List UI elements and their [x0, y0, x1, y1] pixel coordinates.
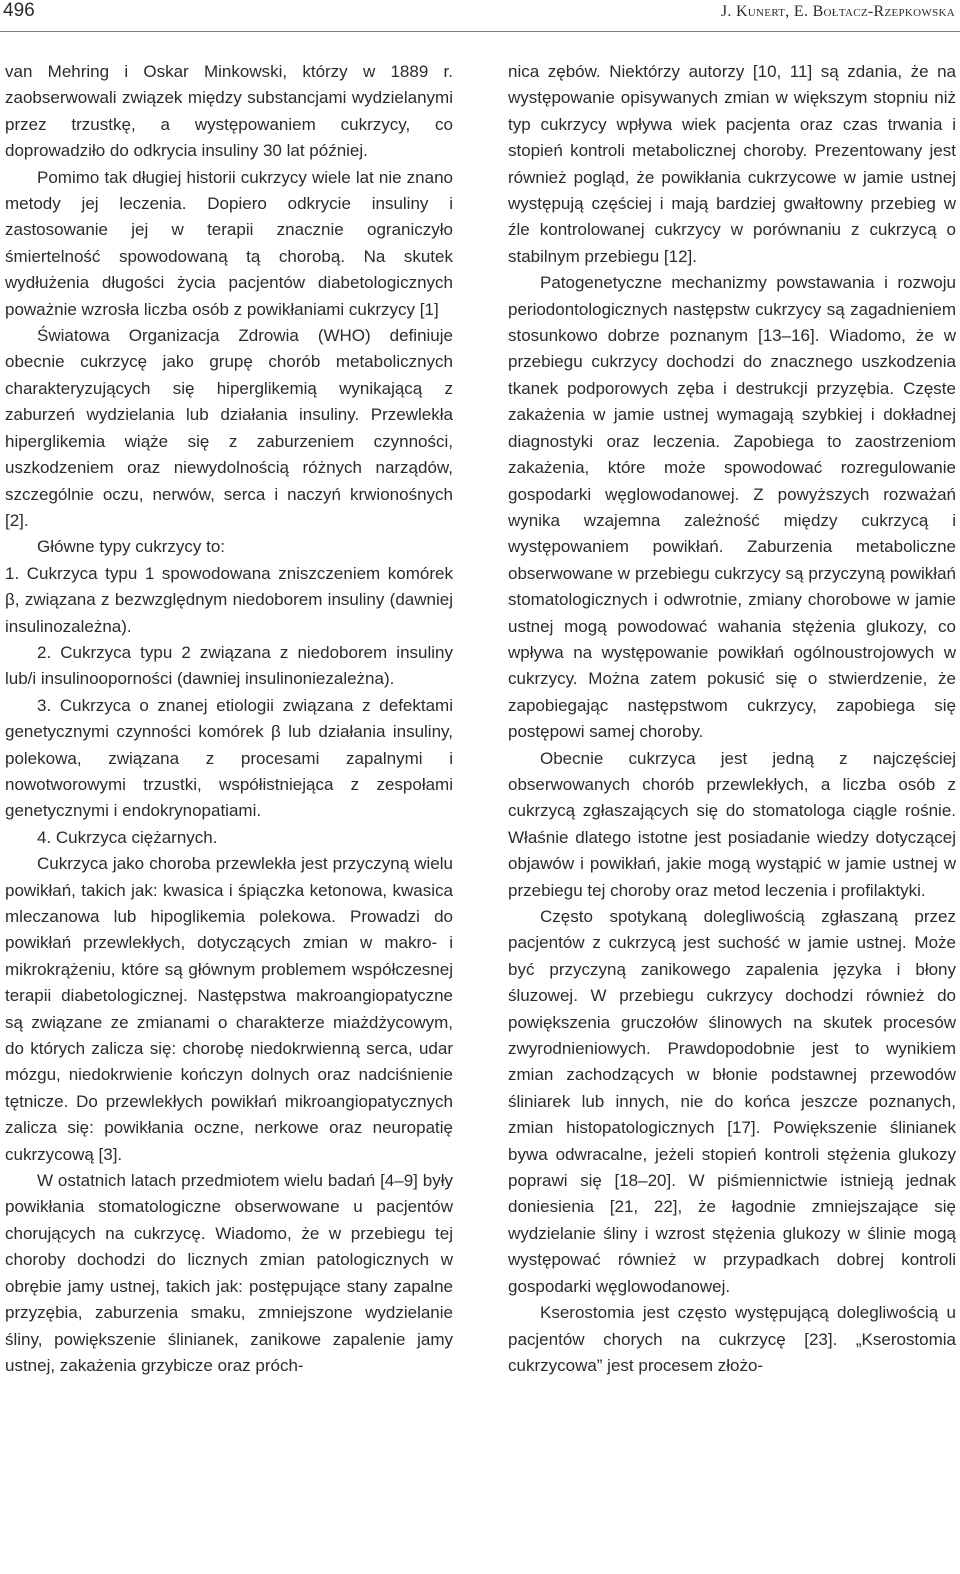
paragraph: Cukrzyca jako choroba przewlekła jest przyczyną wielu powikłań, takich jak: kwasica i śpiączka ketonowa, kwasica mleczanowa lub hipoglikemia polekowa. Prowadzi do powikłań przewlekłych, dotyczących zmian w makro- i mikrokrążeniu, które są głównym problemem współczesnej terapii diabetologicznej. Następstwa makroangiopatyczne są związane ze zmianami o charakterze miażdżycowym, do których zalicza się: chorobę niedokrwienną serca, udar mózgu, niedokrwienie kończyn dolnych oraz nadciśnienie tętnicze. Do przewlekłych powikłań mikroangiopatycznych zalicza się: powikłania oczne, nerkowe oraz neuropatię cukrzycową [3]. — [5, 854, 453, 1164]
paragraph: Często spotykaną dolegliwością zgłaszaną przez pacjentów z cukrzycą jest suchość w jamie ustnej. Może być przyczyną zanikowego zapalenia języka i błony śluzowej. W przebiegu cukrzycy dochodzi również do powiększenia gruczołów ślinowych na skutek procesów zwyrodnieniowych. Prawdopodobnie jest to wynikiem zmian zachodzących w błonie podstawnej przewodów śliniarek lub innych, nie do końca jeszcze poznanych, zmian histopatologicznych [17]. Powiększenie ślinianek bywa odwracalne, jeżeli stopień kontroli stężenia glukozy poprawi się [18–20]. W piśmiennictwie istnieją jednak doniesienia [21, 22], że łagodnie zmniejszające się wydzielanie śliny i wzrost stężenia glukozy w ślinie mogą występować również w przypadkach dobrej kontroli gospodarki węglowodanowej. — [508, 907, 956, 1296]
paragraph: Pomimo tak długiej historii cukrzycy wiele lat nie znano metody jej leczenia. Dopiero odkrycie insuliny i zastosowanie jej w terapii znacznie ograniczyło śmiertelność spowodowaną tą chorobą. Na skutek wydłużenia długości życia pacjentów diabetologicznych poważnie wzrosła liczba osób z powikłaniami cukrzycy [1] — [5, 167, 453, 319]
page-header — [0, 0, 960, 26]
paragraph: Główne typy cukrzycy to: — [37, 537, 226, 557]
right-text-column — [508, 59, 956, 1379]
left-text-column — [5, 59, 453, 1379]
paragraph: Światowa Organizacja Zdrowia (WHO) definiuje obecnie cukrzycę jako grupę chorób metabolicznych charakteryzujących się hiperglikemią wynikającą z zaburzeń wydzielania lub działania insuliny. Przewlekła hiperglikemia wiąże się z zaburzeniem czynności, uszkodzeniem oraz niewydolnością różnych narządów, szczególnie oczu, nerwów, serca i naczyń krwionośnych [2]. — [5, 326, 453, 530]
paragraph: Obecnie cukrzyca jest jedną z najczęściej obserwowanych chorób przewlekłych, a liczba osób z cukrzycą zgłaszających się do stomatologa ciągle rośnie. Właśnie dlatego istotne jest posiadanie wiedzy dotyczącej objawów i powikłań, jakie mogą wystąpić w jamie ustnej w przebiegu tej choroby oraz metod leczenia i profilaktyki. — [508, 748, 956, 900]
paragraph: Patogenetyczne mechanizmy powstawania i rozwoju periodontologicznych następstw cukrzycy są zagadnieniem stosunkowo dobrze poznanym [13–16]. Wiadomo, że w przebiegu cukrzycy dochodzi do znacznego uszkodzenia tkanek podporowych zęba i destrukcji przyzębia. Częste zakażenia w jamie ustnej wymagają szybkiej i dokładnej diagnostyki oraz leczenia. Zapobiega to zaostrzeniom zakażenia, które może spowodować rozregulowanie gospodarki węglowodanowej. Z powyższych rozważań wynika wzajemna zależność między cukrzycą i występowaniem powikłań. Zaburzenia metaboliczne obserwowane w przebiegu cukrzycy są przyczyną powikłań stomatologicznych i odwrotnie, zmiany chorobowe w jamie ustnej mogą powodować wahania stężenia glukozy, co wpływa na występowanie powikłań ogólnoustrojowych w cukrzycy. Można zatem pokusić się o stwierdzenie, że zapobiegając następstwom cukrzycy, zapobiega się postępowi samej choroby. — [508, 273, 956, 742]
paragraph: 3. Cukrzyca o znanej etiologii związana z defektami genetycznymi czynności komórek β lub działania insuliny, polekowa, związana z procesami zapalnymi i nowotworowymi trzustki, współistniejąca z zespołami genetycznymi i endokrynopatiami. — [5, 695, 453, 821]
paragraph: 4. Cukrzyca ciężarnych. — [37, 827, 218, 847]
page-number: 496 — [3, 0, 35, 21]
paragraph: 2. Cukrzyca typu 2 związana z niedoborem insuliny lub/i insulinooporności (dawniej insulinoniezależna). — [5, 642, 453, 689]
running-head-authors: J. Kunert, E. Bołtacz-Rzepkowska — [720, 3, 955, 20]
paragraph: Kserostomia jest często występującą dolegliwością u pacjentów chorych na cukrzycę [23]. „Kserostomia cukrzycowa” jest procesem złożo- — [508, 1303, 956, 1375]
paragraph: van Mehring i Oskar Minkowski, którzy w 1889 r. zaobserwowali związek między substancjami wydzielanymi przez trzustkę, a występowaniem cukrzycy, co doprowadziło do odkrycia insuliny 30 lat później. — [5, 62, 453, 161]
header-rule — [0, 31, 960, 32]
paragraph: 1. Cukrzyca typu 1 spowodowana zniszczeniem komórek β, związana z bezwzględnym niedoborem insuliny (dawniej insulinozależna). — [5, 563, 453, 636]
paragraph: nica zębów. Niektórzy autorzy [10, 11] są zdania, że na występowanie opisywanych zmian w większym stopniu niż typ cukrzycy wpływa wiek pacjenta oraz czas trwania i stopień kontroli metabolicznej choroby. Prezentowany jest również pogląd, że powikłania cukrzycowe w jamie ustnej występują częściej i mają bardziej gwałtowny przebieg w źle kontrolowanej cukrzycy w porównaniu z cukrzycą o stabilnym przebiegu [12]. — [508, 62, 956, 266]
paragraph: W ostatnich latach przedmiotem wielu badań [4–9] były powikłania stomatologiczne obserwowane u pacjentów chorujących na cukrzycę. Wiadomo, że w przebiegu tej choroby dochodzi do licznych zmian patologicznych w obrębie jamy ustnej, takich jak: postępujące stany zapalne przyzębia, zaburzenia smaku, zmniejszone wydzielanie śliny, powiększenie ślinianek, zanikowe zapalenie jamy ustnej, zakażenia grzybicze oraz próch- — [5, 1171, 453, 1375]
